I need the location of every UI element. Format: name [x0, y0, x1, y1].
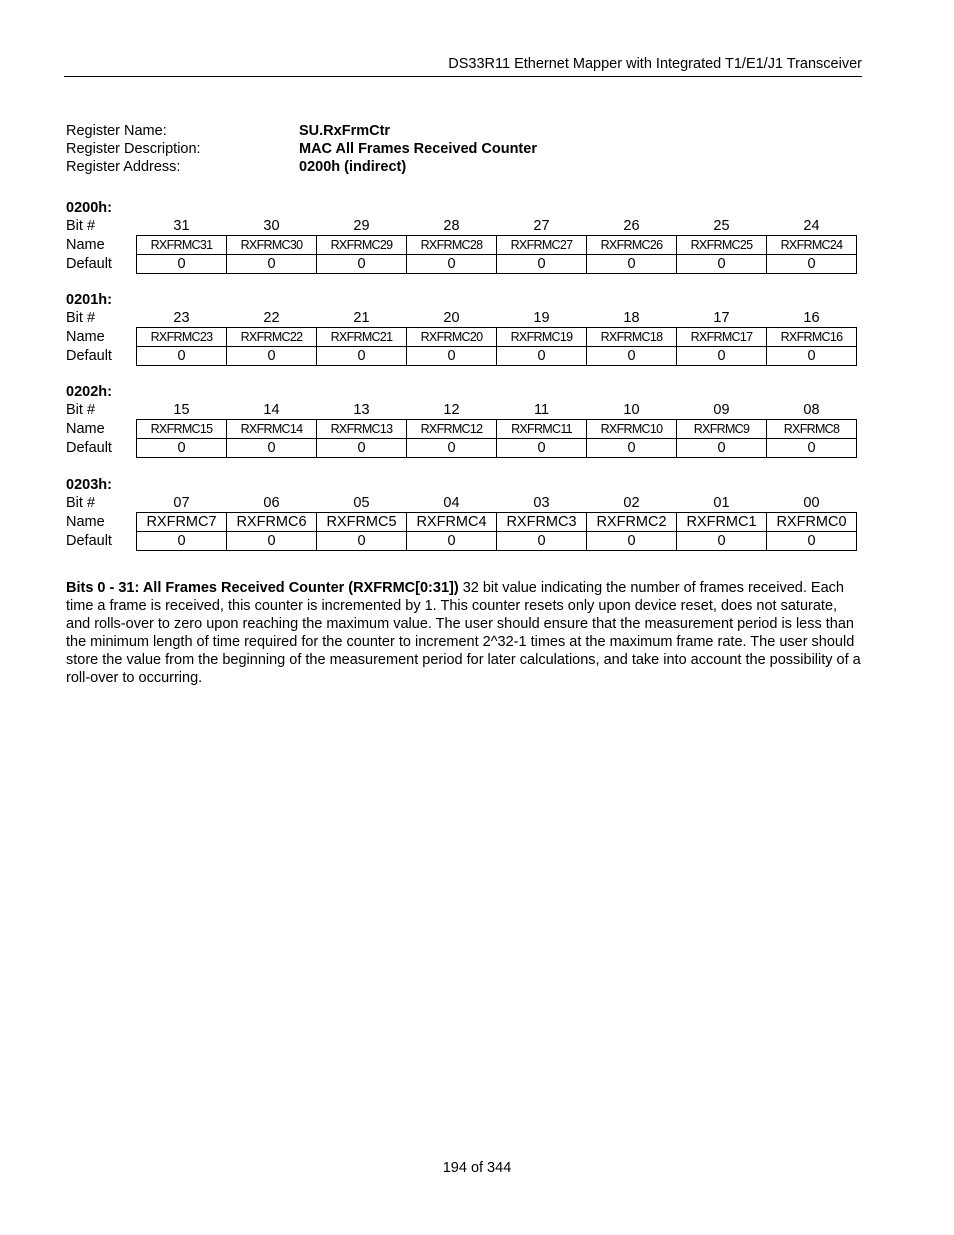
register-block [66, 383, 857, 458]
bit-default: 0 [587, 347, 677, 366]
bit-number: 24 [803, 218, 820, 234]
bit-default: 0 [407, 255, 497, 274]
bit-number: 12 [443, 402, 460, 418]
bit-default: 0 [677, 347, 767, 366]
bit-number: 08 [803, 402, 820, 418]
bit-name: RXFRMC20 [407, 328, 497, 347]
bit-description-text: 32 bit value indicating the number of frames received. Each time a frame is received, this counter is incremented by 1. This counter resets only upon device reset, does not saturate, and rolls-over to zero upon reaching the maximum value. The user should ensure that the measurement period is less than the minimum length of time required for the counter to increment 2^32-1 times at the maximum frame rate. The user should store the value from the beginning of the measurement period for later calculations, and take into account the possibility of a roll-over to occurring. [66, 580, 861, 686]
row-label: Default [66, 256, 112, 272]
register-block-address: 0201h: [66, 292, 112, 308]
row-label: Name [66, 514, 105, 530]
register-name-label: Register Name: [66, 123, 167, 139]
bit-default: 0 [497, 532, 587, 551]
bit-default: 0 [317, 532, 407, 551]
bit-number: 27 [533, 218, 550, 234]
bit-number: 25 [713, 218, 730, 234]
bit-name: RXFRMC19 [497, 328, 587, 347]
table-row [66, 401, 857, 420]
bit-number: 00 [803, 495, 820, 511]
row-label: Bit # [66, 218, 96, 235]
bit-number: 11 [533, 402, 550, 418]
bit-number: 01 [713, 495, 730, 511]
bit-number: 15 [173, 402, 190, 418]
register-description-row [66, 140, 537, 158]
bit-default: 0 [497, 347, 587, 366]
bit-name: RXFRMC16 [767, 328, 857, 347]
table-row [66, 309, 857, 328]
table-row [66, 439, 857, 458]
bit-default: 0 [227, 347, 317, 366]
bit-default: 0 [137, 439, 227, 458]
bit-default: 0 [227, 255, 317, 274]
bit-default: 0 [587, 532, 677, 551]
bit-default: 0 [137, 347, 227, 366]
bit-number: 03 [533, 495, 550, 511]
table-row [66, 236, 857, 255]
row-label: Bit # [66, 402, 96, 419]
bit-name: RXFRMC9 [677, 420, 767, 439]
bit-number: 10 [623, 402, 640, 418]
register-info [66, 122, 537, 176]
row-label: Name [66, 237, 105, 253]
bit-number: 30 [263, 218, 280, 234]
bit-name: RXFRMC17 [677, 328, 767, 347]
bit-name: RXFRMC4 [407, 513, 497, 532]
bit-name: RXFRMC15 [137, 420, 227, 439]
bit-name: RXFRMC6 [227, 513, 317, 532]
bit-number: 29 [353, 218, 370, 234]
bit-name: RXFRMC8 [767, 420, 857, 439]
bit-number: 28 [443, 218, 460, 234]
bit-number: 07 [173, 495, 190, 511]
register-name-value: SU.RxFrmCtr [299, 123, 391, 139]
bit-default: 0 [317, 347, 407, 366]
register-block [66, 291, 857, 366]
row-label: Name [66, 329, 105, 345]
bit-number: 16 [803, 310, 820, 326]
register-description-value: MAC All Frames Received Counter [299, 141, 537, 157]
bit-number: 17 [713, 310, 730, 326]
bit-number: 23 [173, 310, 190, 326]
bit-name: RXFRMC2 [587, 513, 677, 532]
bit-default: 0 [677, 532, 767, 551]
bit-default: 0 [587, 255, 677, 274]
register-block-address: 0203h: [66, 477, 112, 493]
page-number: 194 of 344 [442, 1160, 512, 1176]
bit-number: 14 [263, 402, 280, 418]
register-block [66, 199, 857, 274]
bit-name: RXFRMC10 [587, 420, 677, 439]
bit-default: 0 [587, 439, 677, 458]
bit-name: RXFRMC29 [317, 236, 407, 255]
bit-name: RXFRMC26 [587, 236, 677, 255]
bit-name: RXFRMC21 [317, 328, 407, 347]
register-block-address: 0200h: [66, 200, 112, 216]
bit-name: RXFRMC30 [227, 236, 317, 255]
bit-name: RXFRMC18 [587, 328, 677, 347]
bit-name: RXFRMC7 [137, 513, 227, 532]
bit-description [66, 579, 862, 687]
bit-name: RXFRMC3 [497, 513, 587, 532]
bit-number: 18 [623, 310, 640, 326]
row-label: Default [66, 533, 112, 549]
bit-name: RXFRMC12 [407, 420, 497, 439]
bit-name: RXFRMC25 [677, 236, 767, 255]
table-row [66, 347, 857, 366]
table-row [66, 255, 857, 274]
bit-default: 0 [677, 255, 767, 274]
bit-number: 06 [263, 495, 280, 511]
bit-name: RXFRMC23 [137, 328, 227, 347]
bit-description-heading: Bits 0 - 31: All Frames Received Counter (RXFRMC[0:31]) [66, 580, 459, 596]
bit-default: 0 [317, 439, 407, 458]
bit-default: 0 [767, 255, 857, 274]
bit-number: 09 [713, 402, 730, 418]
register-description-label: Register Description: [66, 141, 201, 157]
bit-default: 0 [407, 347, 497, 366]
bit-name: RXFRMC0 [767, 513, 857, 532]
bit-name: RXFRMC31 [137, 236, 227, 255]
bit-default: 0 [407, 439, 497, 458]
bit-name: RXFRMC11 [497, 420, 587, 439]
header-divider [64, 76, 862, 77]
register-bit-table [66, 401, 857, 458]
bit-default: 0 [227, 439, 317, 458]
bit-number: 22 [263, 310, 280, 326]
register-bit-table [66, 309, 857, 366]
register-bit-table [66, 494, 857, 551]
register-address-value: 0200h (indirect) [299, 159, 407, 175]
register-block [66, 476, 857, 551]
bit-default: 0 [137, 532, 227, 551]
bit-name: RXFRMC5 [317, 513, 407, 532]
bit-name: RXFRMC24 [767, 236, 857, 255]
bit-default: 0 [317, 255, 407, 274]
row-label: Bit # [66, 310, 96, 327]
bit-default: 0 [497, 439, 587, 458]
bit-default: 0 [767, 532, 857, 551]
bit-number: 13 [353, 402, 370, 418]
bit-default: 0 [137, 255, 227, 274]
bit-number: 02 [623, 495, 640, 511]
bit-default: 0 [497, 255, 587, 274]
row-label: Bit # [66, 495, 96, 512]
register-address-label: Register Address: [66, 159, 181, 175]
bit-default: 0 [677, 439, 767, 458]
register-bit-table [66, 217, 857, 274]
bit-default: 0 [227, 532, 317, 551]
register-block-address: 0202h: [66, 384, 112, 400]
bit-name: RXFRMC14 [227, 420, 317, 439]
bit-default: 0 [767, 439, 857, 458]
bit-number: 05 [353, 495, 370, 511]
bit-number: 31 [173, 218, 190, 234]
bit-name: RXFRMC27 [497, 236, 587, 255]
bit-number: 26 [623, 218, 640, 234]
table-row [66, 420, 857, 439]
bit-default: 0 [407, 532, 497, 551]
page-header-title: DS33R11 Ethernet Mapper with Integrated T1/E1/J1 Transceiver [448, 56, 862, 72]
bit-number: 21 [353, 310, 370, 326]
bit-default: 0 [767, 347, 857, 366]
row-label: Default [66, 440, 112, 456]
row-label: Name [66, 421, 105, 437]
bit-name: RXFRMC13 [317, 420, 407, 439]
table-row [66, 494, 857, 513]
register-address-row [66, 158, 537, 176]
bit-number: 19 [533, 310, 550, 326]
bit-number: 20 [443, 310, 460, 326]
bit-name: RXFRMC22 [227, 328, 317, 347]
bit-name: RXFRMC1 [677, 513, 767, 532]
row-label: Default [66, 348, 112, 364]
table-row [66, 532, 857, 551]
bit-number: 04 [443, 495, 460, 511]
table-row [66, 217, 857, 236]
table-row [66, 328, 857, 347]
table-row [66, 513, 857, 532]
bit-name: RXFRMC28 [407, 236, 497, 255]
register-name-row [66, 122, 537, 140]
